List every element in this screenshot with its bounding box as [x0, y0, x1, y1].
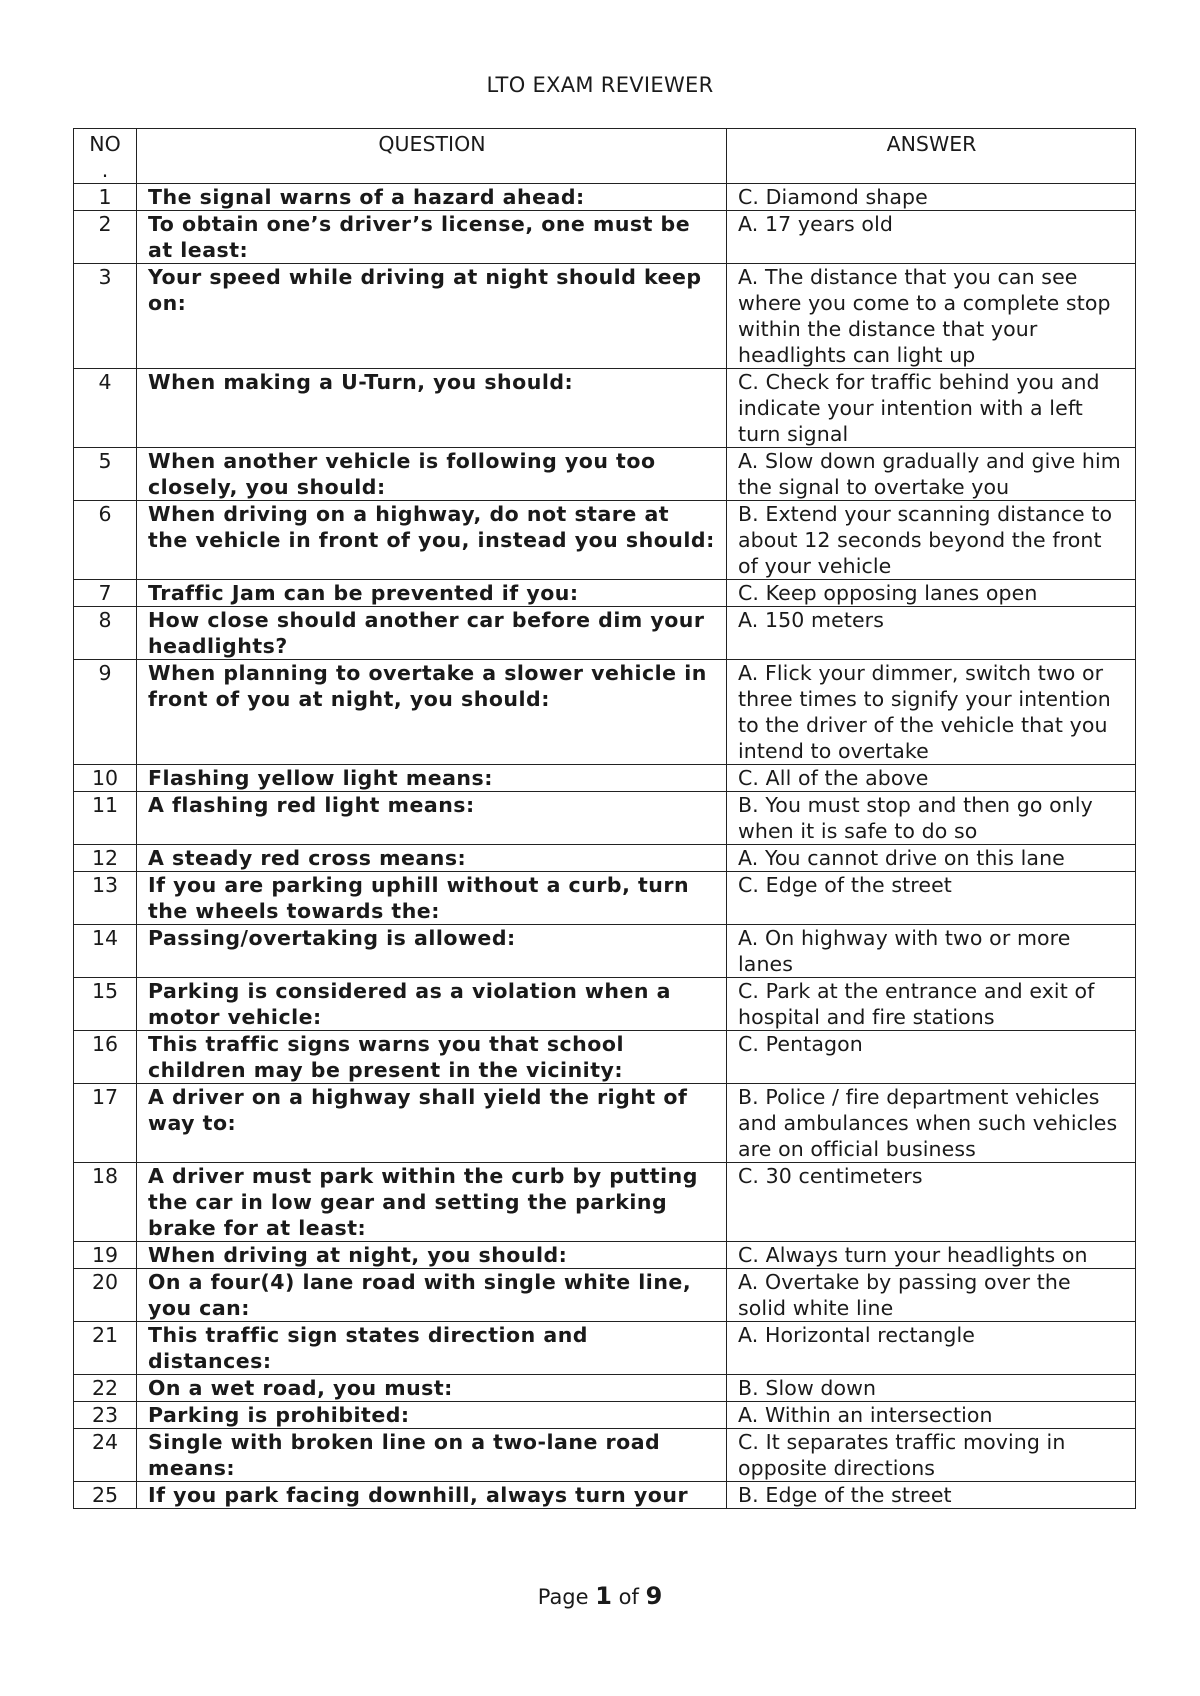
table-row — [74, 501, 1136, 580]
table-row — [74, 211, 1136, 264]
total-pages-number: 9 — [645, 1582, 663, 1610]
document-title: LTO EXAM REVIEWER — [486, 73, 714, 97]
question-cell: A driver must park within the curb by putting the car in low gear and setting the parking brake for at least: — [137, 1163, 727, 1242]
question-cell: When driving at night, you should: — [137, 1242, 727, 1269]
column-header-question: QUESTION — [137, 129, 727, 184]
row-number: 6 — [74, 501, 137, 580]
answer-cell: B. Police / fire department vehicles and ambulances when such vehicles are on official business — [727, 1084, 1136, 1163]
table-row — [74, 1429, 1136, 1482]
answer-cell: C. Edge of the street — [727, 872, 1136, 925]
answer-cell: C. Check for traffic behind you and indicate your intention with a left turn signal — [727, 369, 1136, 448]
answer-cell: B. You must stop and then go only when it is safe to do so — [727, 792, 1136, 845]
table-row — [74, 978, 1136, 1031]
table-row — [74, 845, 1136, 872]
question-cell: A flashing red light means: — [137, 792, 727, 845]
column-header-no: NO . — [74, 129, 137, 184]
table-row — [74, 1084, 1136, 1163]
row-number: 20 — [74, 1269, 137, 1322]
table-row — [74, 1031, 1136, 1084]
table-header-row — [74, 129, 1136, 184]
question-cell: If you park facing downhill, always turn your — [137, 1482, 727, 1509]
question-cell: This traffic sign states direction and distances: — [137, 1322, 727, 1375]
question-cell: Parking is considered as a violation when a motor vehicle: — [137, 978, 727, 1031]
question-cell: Passing/overtaking is allowed: — [137, 925, 727, 978]
page-label: Page — [537, 1585, 589, 1609]
table-row — [74, 1242, 1136, 1269]
answer-cell: A. Flick your dimmer, switch two or three times to signify your intention to the driver of the vehicle that you intend to overtake — [727, 660, 1136, 765]
answer-cell: A. Within an intersection — [727, 1402, 1136, 1429]
answer-cell: C. 30 centimeters — [727, 1163, 1136, 1242]
answer-cell: A. On highway with two or more lanes — [727, 925, 1136, 978]
answer-cell: A. Horizontal rectangle — [727, 1322, 1136, 1375]
question-cell: Parking is prohibited: — [137, 1402, 727, 1429]
answer-cell: A. The distance that you can see where you come to a complete stop within the distance that your headlights can light up — [727, 264, 1136, 369]
table-row — [74, 1322, 1136, 1375]
table-row — [74, 264, 1136, 369]
column-header-answer: ANSWER — [727, 129, 1136, 184]
table-row — [74, 1269, 1136, 1322]
table-row — [74, 1402, 1136, 1429]
table-row — [74, 1482, 1136, 1509]
row-number: 7 — [74, 580, 137, 607]
answer-cell: C. Pentagon — [727, 1031, 1136, 1084]
table-row — [74, 925, 1136, 978]
question-cell: If you are parking uphill without a curb, turn the wheels towards the: — [137, 872, 727, 925]
row-number: 24 — [74, 1429, 137, 1482]
table-row — [74, 872, 1136, 925]
reviewer-table — [73, 128, 1136, 1509]
row-number: 21 — [74, 1322, 137, 1375]
row-number: 18 — [74, 1163, 137, 1242]
table-row — [74, 1163, 1136, 1242]
answer-cell: B. Edge of the street — [727, 1482, 1136, 1509]
answer-cell: A. You cannot drive on this lane — [727, 845, 1136, 872]
answer-cell: C. All of the above — [727, 765, 1136, 792]
current-page-number: 1 — [595, 1582, 612, 1610]
table-row — [74, 184, 1136, 211]
table-row — [74, 580, 1136, 607]
row-number: 8 — [74, 607, 137, 660]
question-cell: Your speed while driving at night should keep on: — [137, 264, 727, 369]
of-label: of — [618, 1585, 639, 1609]
table-row — [74, 765, 1136, 792]
page-footer — [0, 1582, 1200, 1610]
answer-cell: B. Extend your scanning distance to about 12 seconds beyond the front of your vehicle — [727, 501, 1136, 580]
question-cell: How close should another car before dim your headlights? — [137, 607, 727, 660]
row-number: 3 — [74, 264, 137, 369]
question-cell: To obtain one’s driver’s license, one must be at least: — [137, 211, 727, 264]
row-number: 12 — [74, 845, 137, 872]
question-cell: The signal warns of a hazard ahead: — [137, 184, 727, 211]
answer-cell: A. Slow down gradually and give him the signal to overtake you — [727, 448, 1136, 501]
row-number: 19 — [74, 1242, 137, 1269]
question-cell: This traffic signs warns you that school children may be present in the vicinity: — [137, 1031, 727, 1084]
answer-cell: C. It separates traffic moving in opposite directions — [727, 1429, 1136, 1482]
question-cell: On a four(4) lane road with single white line, you can: — [137, 1269, 727, 1322]
table-row — [74, 369, 1136, 448]
row-number: 9 — [74, 660, 137, 765]
row-number: 14 — [74, 925, 137, 978]
answer-cell: C. Diamond shape — [727, 184, 1136, 211]
answer-cell: C. Park at the entrance and exit of hospital and fire stations — [727, 978, 1136, 1031]
question-cell: When another vehicle is following you too closely, you should: — [137, 448, 727, 501]
question-cell: When driving on a highway, do not stare at the vehicle in front of you, instead you should: — [137, 501, 727, 580]
question-cell: When planning to overtake a slower vehicle in front of you at night, you should: — [137, 660, 727, 765]
table-body — [74, 184, 1136, 1509]
table-row — [74, 660, 1136, 765]
row-number: 4 — [74, 369, 137, 448]
question-cell: Flashing yellow light means: — [137, 765, 727, 792]
question-cell: A steady red cross means: — [137, 845, 727, 872]
answer-cell: C. Always turn your headlights on — [727, 1242, 1136, 1269]
row-number: 5 — [74, 448, 137, 501]
row-number: 10 — [74, 765, 137, 792]
answer-cell: A. 150 meters — [727, 607, 1136, 660]
answer-cell: A. Overtake by passing over the solid white line — [727, 1269, 1136, 1322]
answer-cell: C. Keep opposing lanes open — [727, 580, 1136, 607]
row-number: 16 — [74, 1031, 137, 1084]
question-cell: A driver on a highway shall yield the right of way to: — [137, 1084, 727, 1163]
row-number: 15 — [74, 978, 137, 1031]
row-number: 13 — [74, 872, 137, 925]
table-row — [74, 1375, 1136, 1402]
table-row — [74, 607, 1136, 660]
row-number: 11 — [74, 792, 137, 845]
answer-cell: A. 17 years old — [727, 211, 1136, 264]
row-number: 17 — [74, 1084, 137, 1163]
question-cell: Traffic Jam can be prevented if you: — [137, 580, 727, 607]
question-cell: When making a U-Turn, you should: — [137, 369, 727, 448]
row-number: 23 — [74, 1402, 137, 1429]
row-number: 2 — [74, 211, 137, 264]
question-cell: On a wet road, you must: — [137, 1375, 727, 1402]
row-number: 25 — [74, 1482, 137, 1509]
table-row — [74, 448, 1136, 501]
row-number: 1 — [74, 184, 137, 211]
question-cell: Single with broken line on a two-lane road means: — [137, 1429, 727, 1482]
table-row — [74, 792, 1136, 845]
answer-cell: B. Slow down — [727, 1375, 1136, 1402]
row-number: 22 — [74, 1375, 137, 1402]
